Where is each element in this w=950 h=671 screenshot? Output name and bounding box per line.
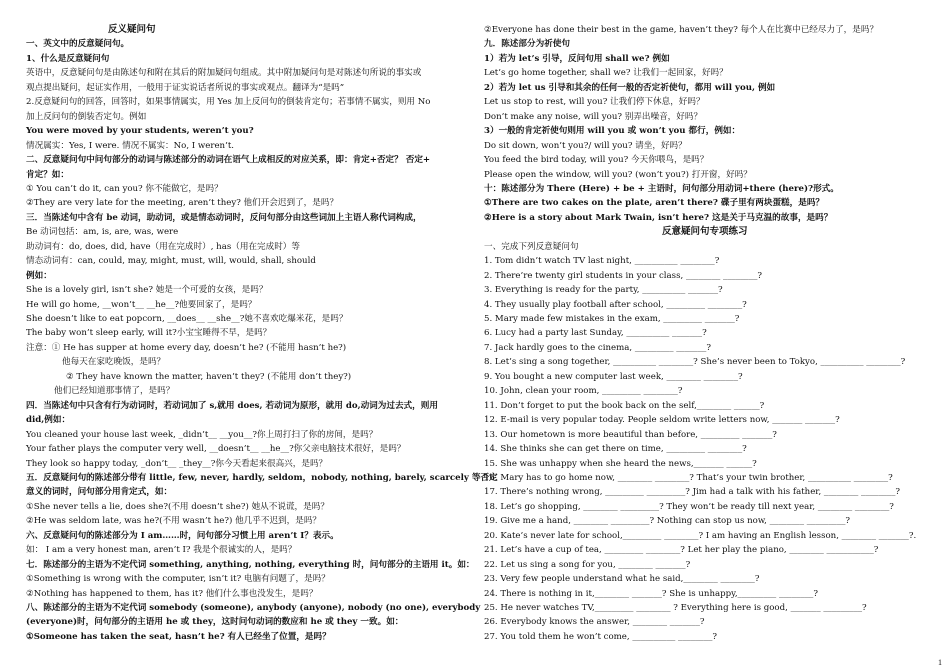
text-line: 他每天在家吃晚饭，是吗？ — [62, 357, 166, 368]
text-line: 4. They usually play football after school, _________ ________? — [484, 299, 747, 310]
text-line: 他们已经知道那事情了，是吗？ — [54, 386, 175, 397]
text-line: 二、反意疑问句中问句部分的动词与陈述部分的动词在语气上成相反的对应关系，即：肯定+否定？ 否定+ — [26, 155, 431, 166]
text-line: 一、英文中的反意疑问句。 — [26, 39, 130, 50]
text-line: 2）若为 let us 引导和其余的任何一般的否定祈使句，都用 will you, 例如 — [484, 82, 776, 93]
text-line: 14. She thinks she can get there on time, _________ ________? — [484, 444, 747, 455]
text-line: You were moved by your students, weren’t you? — [26, 126, 254, 137]
text-line: Let’s go home together, shall we? 让我们一起回家，好吗？ — [484, 68, 728, 79]
text-line: 加上反问句的倒装否定句。例如 — [26, 111, 147, 122]
text-line: They look so happy today, _don’t__ _they__?你今天看起来很高兴，是吗？ — [26, 458, 328, 469]
text-line: 20. Kate’s never late for school,_________ ________? I am having an English lesson, ________ _______?. — [484, 530, 917, 541]
text-line: ② They have known the matter, haven’t they? (不能用 don’t they?) — [66, 371, 352, 382]
text-line: ②They are very late for the meeting, aren’t they? 他们开会迟到了，是吗？ — [26, 198, 339, 209]
text-line: 6. Lucy had a party last Sunday, __________ _______? — [484, 328, 707, 339]
text-line: 16. Mary has to go home now, ________ ________? That’s your twin brother, __________ ________? — [484, 472, 893, 483]
text-line: 五．反意疑问句的陈述部分带有 little, few, never, hardly, seldom，nobody, nothing, barely, scarcely 等否定 — [26, 472, 498, 483]
section-title: 反意疑问句专项练习 — [662, 226, 748, 238]
text-line: ②He was seldom late, was he?(不用 wasn’t he?) 他几乎不迟到，是吗？ — [26, 516, 322, 527]
text-line: 1）若为 let’s 引导，反问句用 shall we? 例如 — [484, 53, 670, 64]
text-line: did,例如： — [26, 415, 71, 426]
text-line: 12. E-mail is very popular today. People seldom write letters now, _______ _______? — [484, 415, 840, 426]
text-line: 25. He never watches TV,_________ ________ ? Everything here is good, _______ _________? — [484, 603, 867, 613]
text-line: (everyone)时，问句部分的主语用 he 或 they，这时问句动词的数应和 he 或 they 一致。如： — [26, 617, 404, 628]
text-line: Please open the window, will you? (won’t you?) 打开窗，好吗？ — [484, 169, 752, 180]
text-line: 1. Tom didn’t watch TV last night, __________ ________? — [484, 256, 720, 267]
text-line: Don’t make any noise, will you? 别弄出噪音，好吗？ — [484, 111, 703, 122]
text-line: ②Here is a story about Mark Twain, isn’t here? 这是关于马克温的故事，是吗？ — [484, 212, 833, 223]
text-line: The baby won’t sleep early, will it?小宝宝睡得不早，是吗？ — [26, 328, 272, 339]
text-line: 注意：① He has supper at home every day, doesn’t he? (不能用 hasn’t he?) — [26, 342, 347, 353]
text-line: 11. Don’t forget to put the book back on the self,________ ______? — [484, 400, 765, 411]
text-line: He will go home, __won’t__ __he__?他要回家了，是吗？ — [26, 299, 257, 310]
text-line: 19. Give me a hand, ________ _________? Nothing can stop us now, ________ _________? — [484, 516, 851, 527]
text-line: ①Someone has taken the seat, hasn’t he? 有人已经坐了位置，是吗？ — [26, 631, 331, 642]
text-line: Let us stop to rest, will you? 让我们停下休息，好吗？ — [484, 97, 705, 108]
text-line: 观点提出疑问，起证实作用，一般用于证实说话者所说的事实或观点。翻译为“是吗” — [26, 82, 345, 93]
text-line: You feed the bird today, will you? 今天你喂鸟，是吗？ — [484, 155, 709, 166]
text-line: 3）一般的肯定祈使句则用 will you 或 won’t you 都行，例如： — [484, 126, 741, 137]
text-line: 九．陈述部分为祈使句 — [484, 39, 570, 50]
text-line: 9. You bought a new computer last week, ________ ________? — [484, 371, 743, 382]
page-number: 1 — [938, 658, 942, 667]
text-line: Be 动词包括：am, is, are, was, were — [26, 227, 179, 238]
text-line: 13. Our hometown is more beautiful than before, _________ _______? — [484, 429, 777, 440]
text-line: Do sit down, won’t you?/ will you? 请坐，好吗？ — [484, 140, 687, 151]
section-title: 反义疑问句 — [108, 24, 156, 35]
text-line: 18. Let’s go shopping, ________ _________? They won’t be ready till next year, ________ ________? — [484, 501, 894, 512]
text-line: 三．当陈述句中含有 be 动词，助动词，或是情态动词时，反问句部分由这些词加上主语人称代词构成， — [26, 212, 422, 223]
text-line: 意义的词时，问句部分用肯定式，如： — [26, 487, 173, 498]
text-line: 23. Very few people understand what he said,________ ________? — [484, 574, 760, 585]
text-line: 3. Everything is ready for the party, __________ _______? — [484, 285, 723, 296]
text-line: 情况属实：Yes, I were. 情况不属实：No, I weren’t. — [26, 140, 235, 151]
text-line: ②Nothing has happened to them, has it? 他们什么事也没发生，是吗？ — [26, 588, 318, 599]
text-line: 七．陈述部分的主语为不定代词 something, anything, nothing, everything 时，问句部分的主语用 it。如： — [26, 559, 475, 570]
text-line: She is a lovely girl, isn’t she? 她是一个可爱的女孩，是吗？ — [26, 285, 268, 296]
text-line: ①Something is wrong with the computer, isn’t it? 电脑有问题了，是吗？ — [26, 574, 330, 585]
text-line: 助动词有：do, does, did, have（用在完成时）, has（用在完成时）等 — [26, 241, 300, 252]
text-line: 10. John, clean your room, _________ ________? — [484, 386, 683, 397]
text-line: 情态动词有：can, could, may, might, must, will, would, shall, should — [26, 256, 316, 267]
text-line: 7. Jack hardly goes to the cinema, _________ _______? — [484, 342, 711, 353]
text-line: ①She never tells a lie, does she?(不用 doesn’t she?) 她从不说谎，是吗？ — [26, 501, 329, 512]
text-line: 八、陈述部分的主语为不定代词 somebody (someone), anybody (anyone), nobody (no one), everybody — [26, 603, 481, 613]
text-line: 15. She was unhappy when she heard the news,_______ ______? — [484, 458, 757, 469]
text-line: 四．当陈述句中只含有行为动词时，若动词加了 s,就用 does, 若动词为原形，就用 do,动词为过去式，则用 — [26, 400, 438, 411]
text-line: 例如： — [26, 270, 52, 281]
text-line: 一、完成下列反意疑问句 — [484, 241, 579, 252]
text-line: She doesn’t like to eat popcorn, __does__ __she__?她不喜欢吃爆米花，是吗？ — [26, 314, 348, 324]
text-line: ①There are two cakes on the plate, aren’t there? 碟子里有两块蛋糕，是吗？ — [484, 198, 825, 209]
text-line: 27. You told them he won’t come, __________ ________? — [484, 631, 718, 642]
text-line: 十：陈述部分为 There (Here) + be + 主语时，问句部分用动词+there (here)?形式。 — [484, 183, 839, 194]
text-line: 17. There’s nothing wrong, _________ _________? Jim had a talk with his father, ________ ________? — [484, 487, 901, 498]
text-line: 5. Mary made few mistakes in the exam, _________ _______? — [484, 314, 740, 324]
text-line: ① You can’t do it, can you? 你不能做它，是吗？ — [26, 183, 223, 194]
text-line: 8. Let’s sing a song together, __________ ________? She’s never been to Tokyo, __________ ________? — [484, 357, 906, 368]
text-line: You cleaned your house last week, _didn’t__ __you__?你上周打扫了你的房间，是吗？ — [26, 429, 378, 440]
text-line: Your father plays the computer very well, __doesn’t__ __he__?你父亲电脑技术很好，是吗？ — [26, 444, 406, 455]
text-line: 如： I am a very honest man, aren’t I? 我是个很诚实的人，是吗？ — [26, 545, 297, 556]
text-line: 六、反意疑问句的陈述部分为 I am……时，问句部分习惯上用 aren’t I？表示。 — [26, 530, 339, 541]
text-line: 肯定？如： — [26, 169, 69, 180]
text-line: 21. Let’s have a cup of tea, _________ ________? Let her play the piano, ________ ___________? — [484, 545, 879, 556]
text-line: 24. There is nothing in it,________ _______? She is unhappy,_________ ________? — [484, 588, 818, 599]
text-line: ②Everyone has done their best in the game, haven’t they? 每个人在比赛中已经尽力了，是吗？ — [484, 25, 879, 35]
text-line: 1、什么是反意疑问句 — [26, 53, 110, 64]
text-line: 2. There’re twenty girl students in your class, ________ ________? — [484, 270, 763, 281]
text-line: 26. Everybody knows the answer, ________ _______? — [484, 617, 705, 628]
text-line: 22. Let us sing a song for you, ________ _______? — [484, 559, 691, 570]
text-line: 英语中，反意疑问句是由陈述句和附在其后的附加疑问句组成。其中附加疑问句是对陈述句所说的事实或 — [26, 68, 422, 79]
text-line: 2.反意疑问句的回答，回答时，如果事情属实，用 Yes 加上反问句的倒装肯定句；若事情不属实，则用 No — [26, 97, 431, 108]
